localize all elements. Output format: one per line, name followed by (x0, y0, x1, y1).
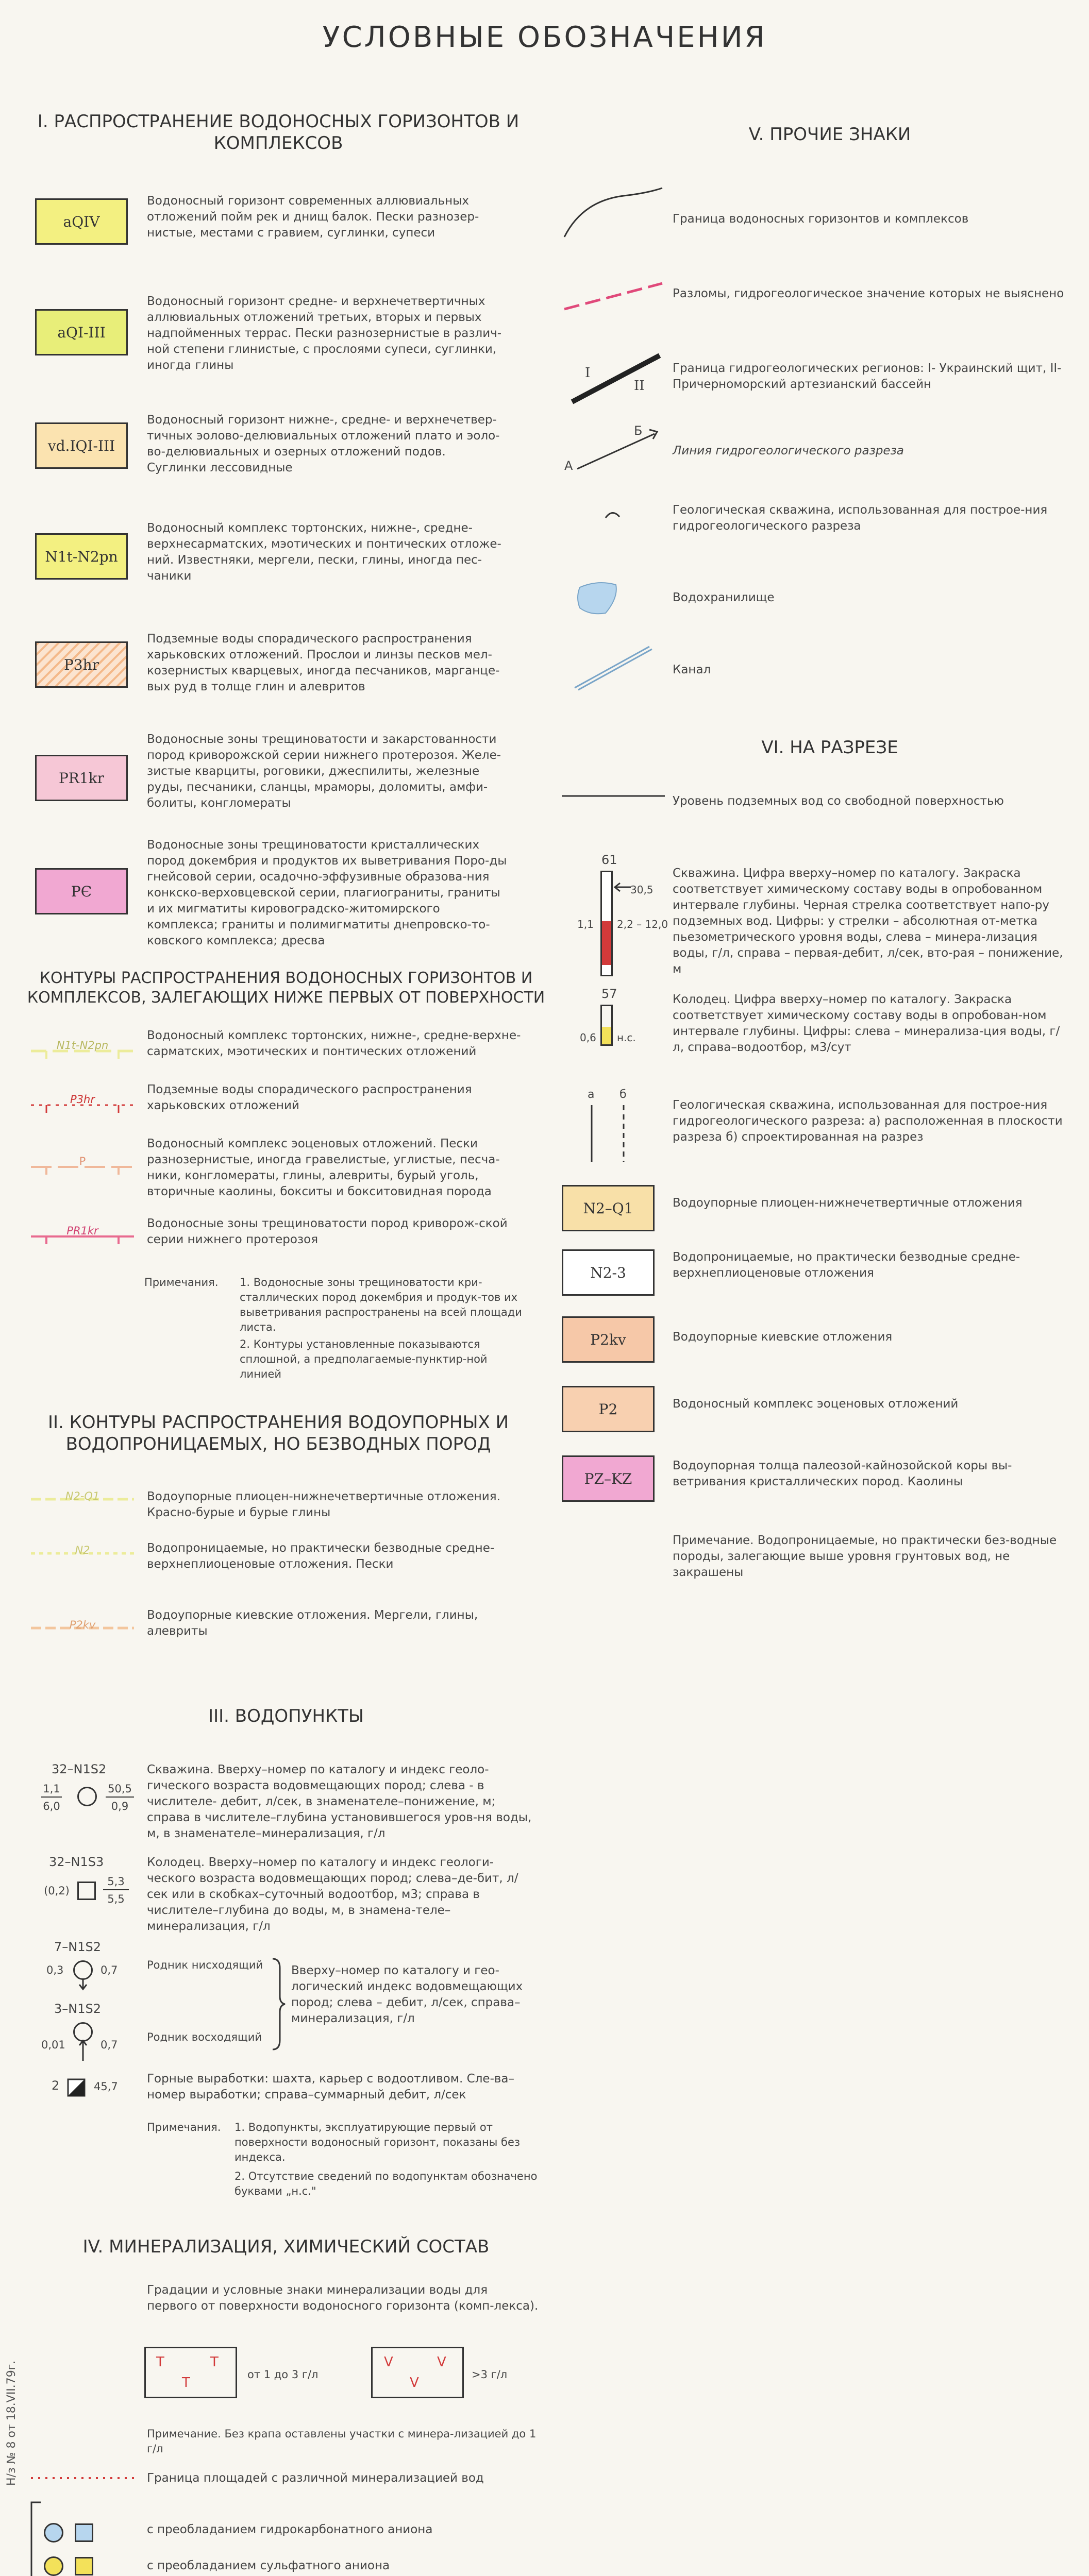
arrow-down-icon (73, 1960, 94, 1991)
legend-text-N1t-N2pn: Водоносный комплекс тортонских, нижне-, средне-верхнесарматских, мэотических и понтических отложе-ний. Известняки, мергели, пески, глины, иногда пес-чаники (147, 521, 501, 583)
well-number: 32–N1S2 (52, 1762, 107, 1776)
contours-note-label: Примечания. (144, 1276, 219, 1289)
arrow-up-icon (73, 2022, 94, 2063)
s2-text-N2: Водопроницаемые, но практически безводные средне-верхнеплиоценовые отложения. Пески (147, 1541, 495, 1571)
s2-text-P2kv: Водоупорные киевские отложения. Мергели, глины, алевриты (147, 1608, 478, 1638)
s6-well-number: 61 (601, 853, 617, 867)
v-mark-icon: V (384, 2354, 393, 2370)
s5-text-section-line: Линия гидрогеологического разреза (673, 444, 904, 457)
s5-text-fault: Разломы, гидрогеологическое значение которых не выяснено (673, 287, 1064, 300)
contours-title: КОНТУРЫ РАСПРОСТРАНЕНИЯ ВОДОНОСНЫХ ГОРИЗОНТОВ И КОМПЛЕКСОВ, ЗАЛЕГАЮЩИХ НИЖЕ ПЕРВЫХ ОТ ПОВЕРХНОСТИ (27, 969, 545, 1007)
well-depth: 50,5 (106, 1782, 134, 1798)
circle-yellow-icon (44, 2556, 63, 2576)
well-circle-icon (77, 1787, 97, 1806)
mine-shaft-icon (67, 2078, 86, 2097)
spring-up-mineralization: 0,7 (100, 2039, 118, 2051)
s6-text-N2Q1: Водоупорные плиоцен-нижнечетвертичные отложения (673, 1196, 1023, 1210)
s6-text-N2: Водопроницаемые, но практически безводные средне-верхнеплиоценовые отложения (673, 1250, 1020, 1280)
spring-up-debit: 0,01 (41, 2039, 65, 2051)
kolodets-mineralization: 5,5 (107, 1893, 125, 1905)
mineral-boundary-line (31, 2476, 134, 2481)
well-drawdown: 6,0 (43, 1800, 60, 1812)
section-line-symbol (572, 428, 660, 474)
geo-borehole-symbol (603, 507, 624, 523)
chem-row-sulfate (44, 2555, 131, 2576)
well-debit: 1,1 (41, 1782, 62, 1798)
chem-text-hydrocarbonate: с преобладанием гидрокарбонатного аниона (147, 2523, 433, 2536)
mine-symbol (52, 2076, 144, 2102)
well-text: Скважина. Вверху–номер по каталогу и индекс геоло-гического возраста водовмещающих пород; слева - в числителе- дебит, л/сек, в знаменателе–понижение, м; справа в числителе–глубина установившегося уров-ня воды, м, в знаменателе–минерализация, г/л (147, 1763, 532, 1840)
t-mark-icon: T (156, 2354, 164, 2370)
chem-row-hydrocarbonate (44, 2522, 131, 2548)
section-3-title: III. ВОДОПУНКТЫ (208, 1706, 364, 1726)
geo-label-a: а (588, 1088, 595, 1101)
kolodets-text: Колодец. Вверху–номер по каталогу и индекс геологи-ческого возраста водовмещающих пород; слева–де-бит, л/сек или в скобках–суточный водоотбор, м3; справа в числителе–глубина до воды, м, в знамена-теле–минерализация, г/л (147, 1856, 518, 1933)
chem-text-sulfate: с преобладанием сульфатного аниона (147, 2559, 390, 2572)
s6-kolodets-text: Колодец. Цифра вверху–номер по каталогу. Закраска соответствует химическому составу воды в опробован-ном интервале глубины. Цифры: слева – минерализа-ция воды, г/л, справа–водоотбор, м3/сут (673, 993, 1060, 1054)
region-boundary-symbol (569, 353, 662, 404)
s5-text-canal: Канал (673, 663, 711, 676)
s6-text-P2kv: Водоупорные киевские отложения (673, 1330, 893, 1344)
section-2-symbols (31, 1484, 134, 1638)
kolodets-symbol (41, 1855, 139, 1927)
spring-text: Вверху–номер по каталогу и гео-логический индекс водовмещающих пород; слева – дебит, л/сек, справа–минерализация, г/л (291, 1964, 523, 2025)
s6-box-N2Q1: N2–Q1 (562, 1185, 655, 1231)
spring-up-label: Родник восходящий (147, 2031, 262, 2043)
mine-debit: 45,7 (94, 2080, 118, 2093)
t-mark-icon: T (210, 2354, 219, 2370)
kolodets-debit: (0,2) (44, 1885, 70, 1897)
legend-box-vdIQ: vd.IQI-III (35, 422, 128, 469)
s5-text-boundary: Граница водоносных горизонтов и комплексов (673, 212, 969, 226)
legend-text-P3hr: Подземные воды спорадического распространения харьковских отложений. Прослои и линзы песков мел-козернистых кварцевых, иногда песчаников, марганце-вых руд в толще глин и алевритов (147, 632, 500, 693)
v-mark-icon: V (437, 2354, 446, 2370)
square-blue-icon (75, 2523, 93, 2542)
page-title: УСЛОВНЫЕ ОБОЗНАЧЕНИЯ (322, 21, 767, 54)
s6-well-debit: 2,2 – 12,0 (617, 918, 668, 930)
legend-text-aQI-III: Водоносный горизонт средне- и верхнечетвертичных аллювиальных отложений третьих, вторых и первых надпойменных террас. Пески разнозернистые в различ-ной степени глинистые, с прослоями супеси, суглинки, иногда глины (147, 295, 502, 372)
s6-well-level: 30,5 (630, 884, 654, 896)
s3-note-2: 2. Отсутствие сведений по водопунктам обозначено буквами „н.с." (234, 2170, 538, 2197)
legend-text-vdIQ: Водоносный горизонт нижне-, средне- и верхнечетвер-тичных эолово-делювиальных отложений плато и эоло-во-делювиальных и озерных отложений подов. Суглинки лессовидные (147, 413, 500, 474)
grad-T-box (144, 2347, 237, 2398)
section-letter-A: А (564, 459, 573, 473)
spring-down-symbol (41, 1940, 144, 2002)
boundary-line-symbol (562, 185, 665, 242)
s2-label-N2Q1: N2-Q1 (65, 1490, 100, 1502)
mine-text: Горные выработки: шахта, карьер с водоотливом. Сле-ва–номер выработки; справа–суммарный дебит, л/сек (147, 2072, 515, 2102)
grad-1-text: от 1 до 3 г/л (247, 2368, 319, 2381)
s6-geo-borehole-symbol (582, 1087, 665, 1164)
circle-blue-icon (44, 2523, 63, 2543)
grad-2-text: >3 г/л (472, 2368, 508, 2381)
s6-kolodets-mineralization: 0,6 (580, 1031, 596, 1044)
contours-note-1: 1. Водоносные зоны трещиноватости кри-сталлических пород докембрия и продук-тов их выветривания распространены на всей площади листа. (240, 1276, 522, 1333)
legend-text-PE: Водоносные зоны трещиноватости кристаллических пород докембрия и продуктов их выветривания Поро-ды гнейсовой серии, осадочно-эффузивные образова-ния конкско-верховцевской серии, плагиограниты, граниты и их мигматиты кировоградско-житомирского комплекса; граниты и полимигматиты днепровско-то-ковского комплекса; дресва (147, 838, 507, 947)
s2-label-N2: N2 (75, 1544, 90, 1556)
spring-down-mineralization: 0,7 (100, 1964, 118, 1976)
section-1-title: I. РАСПРОСТРАНЕНИЕ ВОДОНОСНЫХ ГОРИЗОНТОВ И КОМПЛЕКСОВ (37, 111, 520, 154)
spring-down-number: 7–N1S2 (54, 1940, 101, 1954)
s5-text-reservoir: Водохранилище (673, 591, 775, 604)
s6-text-level: Уровень подземных вод со свободной поверхностью (673, 794, 1004, 808)
fault-line-symbol (562, 278, 665, 314)
well-sample-interval (602, 921, 611, 965)
section-6-title: VI. НА РАЗРЕЗЕ (761, 737, 898, 758)
kolodets-number: 32–N1S3 (49, 1855, 104, 1869)
s6-kolodets-symbol (580, 987, 673, 1059)
section-letter-B: Б (634, 423, 643, 438)
s6-geo-text: Геологическая скважина, использованная для построе-ния гидрогеологического разреза: а) расположенная в плоскости разреза б) спроектированная на разрез (673, 1098, 1063, 1144)
s5-text-region: Граница гидрогеологических регионов: I- Украинский щит, II- Причерноморский артезианский бассейн (673, 362, 1062, 391)
legend-box-P3hr: P3hr (35, 641, 128, 688)
s6-note: Примечание. Водопроницаемые, но практически без-водные породы, залегающие выше уровня грунтовых вод, не закрашены (673, 1534, 1057, 1579)
s3-note-label: Примечания. (147, 2121, 221, 2133)
contour-label-P3hr: P3hr (70, 1093, 95, 1106)
legend-box-aQIV: aQIV (35, 198, 128, 245)
contour-text-N1t: Водоносный комплекс тортонских, нижне-, средне-верхне-сарматских, мэотических и понтических отложений (147, 1029, 521, 1058)
s6-kolodets-number: 57 (601, 987, 617, 1001)
s2-label-P2kv: P2kv (69, 1619, 96, 1631)
water-level-line (562, 788, 665, 804)
s6-well-mineralization: 1,1 (577, 918, 594, 930)
spring-brace (271, 1958, 286, 2050)
s3-note-1: 1. Водопункты, эксплуатирующие первый от поверхности водоносный горизонт, показаны без индекса. (234, 2121, 521, 2163)
section-2-title: II. КОНТУРЫ РАСПРОСТРАНЕНИЯ ВОДОУПОРНЫХ И ВОДОПРОНИЦАЕМЫХ, НО БЕЗВОДНЫХ ПОРОД (47, 1412, 509, 1454)
contour-text-P3hr: Подземные воды спорадического распространения харьковских отложений (147, 1083, 472, 1112)
kolodets-column (600, 1005, 613, 1046)
legend-box-aQI-III: aQI-III (35, 309, 128, 355)
kolodets-square-icon (77, 1882, 96, 1900)
well-column (600, 871, 613, 976)
s6-kolodets-yield: н.с. (617, 1031, 636, 1044)
s4-note: Примечание. Без крапа оставлены участки с минера-лизацией до 1 г/л (147, 2428, 537, 2455)
reservoir-icon (575, 577, 621, 618)
section-4-title: IV. МИНЕРАЛИЗАЦИЯ, ХИМИЧЕСКИЙ СОСТАВ (82, 2236, 490, 2257)
canal-icon (572, 644, 655, 690)
contour-text-PR1kr: Водоносные зоны трещиноватости пород криворож-ской серии нижнего протерозоя (147, 1217, 508, 1246)
region-label-I: I (585, 365, 591, 381)
contour-label-N1t: N1t-N2pn (56, 1039, 109, 1052)
legend-box-PE: PЄ (35, 868, 128, 914)
mine-number: 2 (52, 2078, 60, 2093)
legend-box-PR1kr: PR1kr (35, 755, 128, 801)
region-label-II: II (634, 378, 645, 394)
contour-label-P: P (79, 1155, 86, 1167)
s2-text-N2Q1: Водоупорные плиоцен-нижнечетвертичные отложения. Красно-бурые и бурые глины (147, 1490, 500, 1519)
s6-box-P2: P2 (562, 1386, 655, 1432)
contours-note-2: 2. Контуры установленные показываются сплошной, а предполагаемые-пунктир-ной линией (240, 1338, 488, 1380)
legend-text-aQIV: Водоносный горизонт современных аллювиальных отложений пойм рек и днищ балок. Пески разнозер-нистые, местами с гравием, суглинки, супеси (147, 194, 479, 240)
legend-text-PR1kr: Водоносные зоны трещиноватости и закарстованности пород криворожской серии нижнего протерозоя. Желе-зистые кварциты, роговики, джеспилиты, железные руды, песчаники, сланцы, мраморы, доломиты, амфи-болиты, конгломераты (147, 733, 501, 810)
geo-borehole-lines-icon (582, 1105, 644, 1162)
v-mark-icon: V (410, 2375, 419, 2391)
print-imprint: Н/з № 8 от 18.VII.79г. (5, 2360, 18, 2486)
spring-up-number: 3–N1S2 (54, 2002, 101, 2016)
chem-brace (28, 2501, 44, 2576)
kolodets-depth: 5,3 (103, 1874, 129, 1890)
spring-down-label: Родник нисходящий (147, 1959, 263, 1971)
section-5-title: V. ПРОЧИЕ ЗНАКИ (748, 124, 911, 145)
s5-text-geo-borehole: Геологическая скважина, использованная для построе-ния гидрогеологического разреза (673, 503, 1048, 533)
square-yellow-icon (75, 2557, 93, 2575)
s6-text-P2: Водоносный комплекс эоценовых отложений (673, 1397, 959, 1411)
spring-up-symbol (41, 2002, 144, 2063)
well-symbol (41, 1762, 139, 1834)
well-mineralization: 0,9 (111, 1800, 129, 1812)
t-mark-icon: T (182, 2375, 190, 2391)
legend-box-N1t-N2pn: N1t-N2pn (35, 533, 128, 580)
contour-label-PR1kr: PR1kr (66, 1225, 98, 1237)
geo-label-b: б (619, 1088, 627, 1101)
grad-V-box (371, 2347, 464, 2398)
s6-text-PZKZ: Водоупорная толща палеозой-кайнозойской коры вы-ветривания кристаллических пород. Каолины (673, 1459, 1012, 1488)
contour-text-P: Водоносный комплекс эоценовых отложений. Пески разнозернистые, иногда гравелистые, углистые, песча-ники, конгломераты, глины, алевриты, бурый уголь, вторичные каолины, бокситы и бокситовидная порода (147, 1137, 500, 1198)
s6-box-PZKZ: PZ–KZ (562, 1455, 655, 1502)
spring-down-debit: 0,3 (46, 1964, 64, 1976)
mineral-boundary-text: Граница площадей с различной минерализацией вод (147, 2471, 484, 2485)
s6-box-P2kv: P2kv (562, 1316, 655, 1363)
s6-box-N2: N2-3 (562, 1249, 655, 1296)
s6-well-text: Скважина. Цифра вверху–номер по каталогу. Закраска соответствует химическому составу воды в опробованном интервале глубины. Черная стрелка соответствует напо-ру подземных вод. Цифры: у стрелки – абсолютная от-метка пьезометрического уровня воды, слева – минера-лизация воды, г/л, справа – первая-дебит, л/сек, вто-рая – понижение, м (673, 867, 1063, 976)
kolodets-sample-interval (602, 1027, 611, 1044)
s4-intro: Градации и условные знаки минерализации воды для первого от поверхности водоносного горизонта (комп-лекса). (147, 2283, 539, 2313)
s6-well-symbol (575, 853, 673, 981)
